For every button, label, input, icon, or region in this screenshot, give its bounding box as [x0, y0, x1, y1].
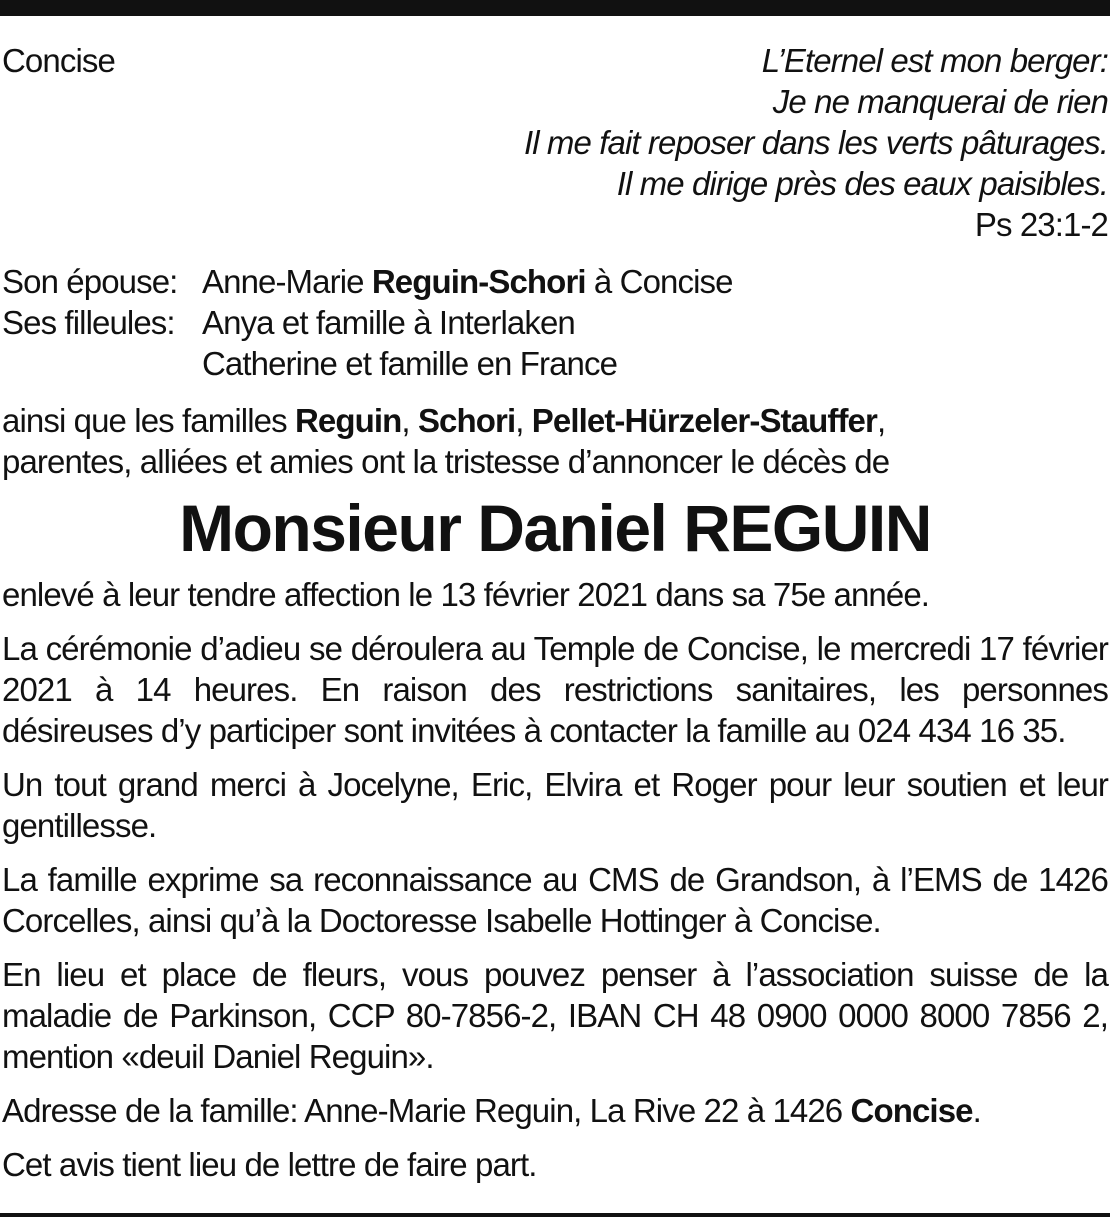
godchild-1: Anya et famille à Interlaken [202, 304, 575, 341]
spouse-place: à Concise [585, 263, 733, 300]
spouse-surname: Reguin-Schori [371, 263, 586, 300]
verse-line: Je ne manquerai de rien [772, 83, 1108, 120]
announcement-line-1 [2, 400, 889, 441]
address-paragraph [2, 1090, 1108, 1131]
family-list [2, 261, 733, 384]
spouse-row [2, 261, 733, 302]
announcement-prefix: ainsi que les familles [2, 402, 295, 439]
spouse-value [202, 261, 733, 302]
deceased-name: Monsieur Daniel REGUIN [179, 491, 931, 565]
verse-line: Il me fait reposer dans les verts pâturages. [523, 124, 1108, 161]
verse-reference: Ps 23:1-2 [974, 206, 1108, 243]
bottom-rule [0, 1213, 1110, 1217]
announcement [2, 400, 889, 482]
spouse-first-name: Anne-Marie [202, 263, 372, 300]
gratitude-paragraph: La famille exprime sa reconnaissance au CMS de Grandson, à l’EMS de 1426 Corcelles, ainsi qu’à la Doctoresse Isabelle Hottinger à Concise. [2, 861, 1108, 939]
family-table [2, 261, 733, 384]
announcement-line-2: parentes, alliées et amies ont la tristesse d’annoncer le décès de [2, 443, 890, 480]
family-name-2: Schori [417, 402, 516, 439]
godchild-2: Catherine et famille en France [202, 345, 618, 382]
notice-body [2, 574, 1108, 1198]
family-name-3: Pellet-Hürzeler-Stauffer [531, 402, 877, 439]
address-town: Concise [850, 1092, 973, 1129]
spouse-label: Son épouse: [2, 263, 178, 300]
family-name-1: Reguin [294, 402, 402, 439]
verse-line: L’Eternel est mon berger: [761, 42, 1108, 79]
empty-label [2, 343, 202, 384]
address-suffix: . [972, 1092, 981, 1129]
godchildren-label: Ses filleules: [2, 304, 175, 341]
separator: , [515, 402, 532, 439]
godchildren-row-2 [2, 343, 733, 384]
ceremony-paragraph: La cérémonie d’adieu se déroulera au Temple de Concise, le mercredi 17 février 2021 à 14 heures. En raison des restrictions sanitaires, les personnes désireuses d’y participer sont invitées à contacter la famille au 024 434 16 35. [2, 630, 1108, 749]
address-text: Adresse de la famille: Anne-Marie Reguin, La Rive 22 à 1426 [2, 1092, 851, 1129]
death-paragraph: enlevé à leur tendre affection le 13 février 2021 dans sa 75e année. [2, 576, 930, 613]
verse-line: Il me dirige près des eaux paisibles. [616, 165, 1108, 202]
notice-footnote: Cet avis tient lieu de lettre de faire part. [2, 1146, 537, 1183]
top-rule [0, 0, 1110, 16]
thanks-paragraph: Un tout grand merci à Jocelyne, Eric, Elvira et Roger pour leur soutien et leur gentillesse. [2, 766, 1108, 844]
place-name: Concise [2, 42, 115, 79]
godchildren-row [2, 302, 733, 343]
donation-paragraph: En lieu et place de fleurs, vous pouvez penser à l’association suisse de la maladie de Parkinson, CCP 80-7856-2, IBAN CH 48 0900 0000 8000 7856 2, mention «deuil Daniel Reguin». [2, 956, 1108, 1075]
announcement-suffix: , [876, 402, 886, 439]
separator: , [401, 402, 418, 439]
psalm-verse [524, 40, 1108, 245]
